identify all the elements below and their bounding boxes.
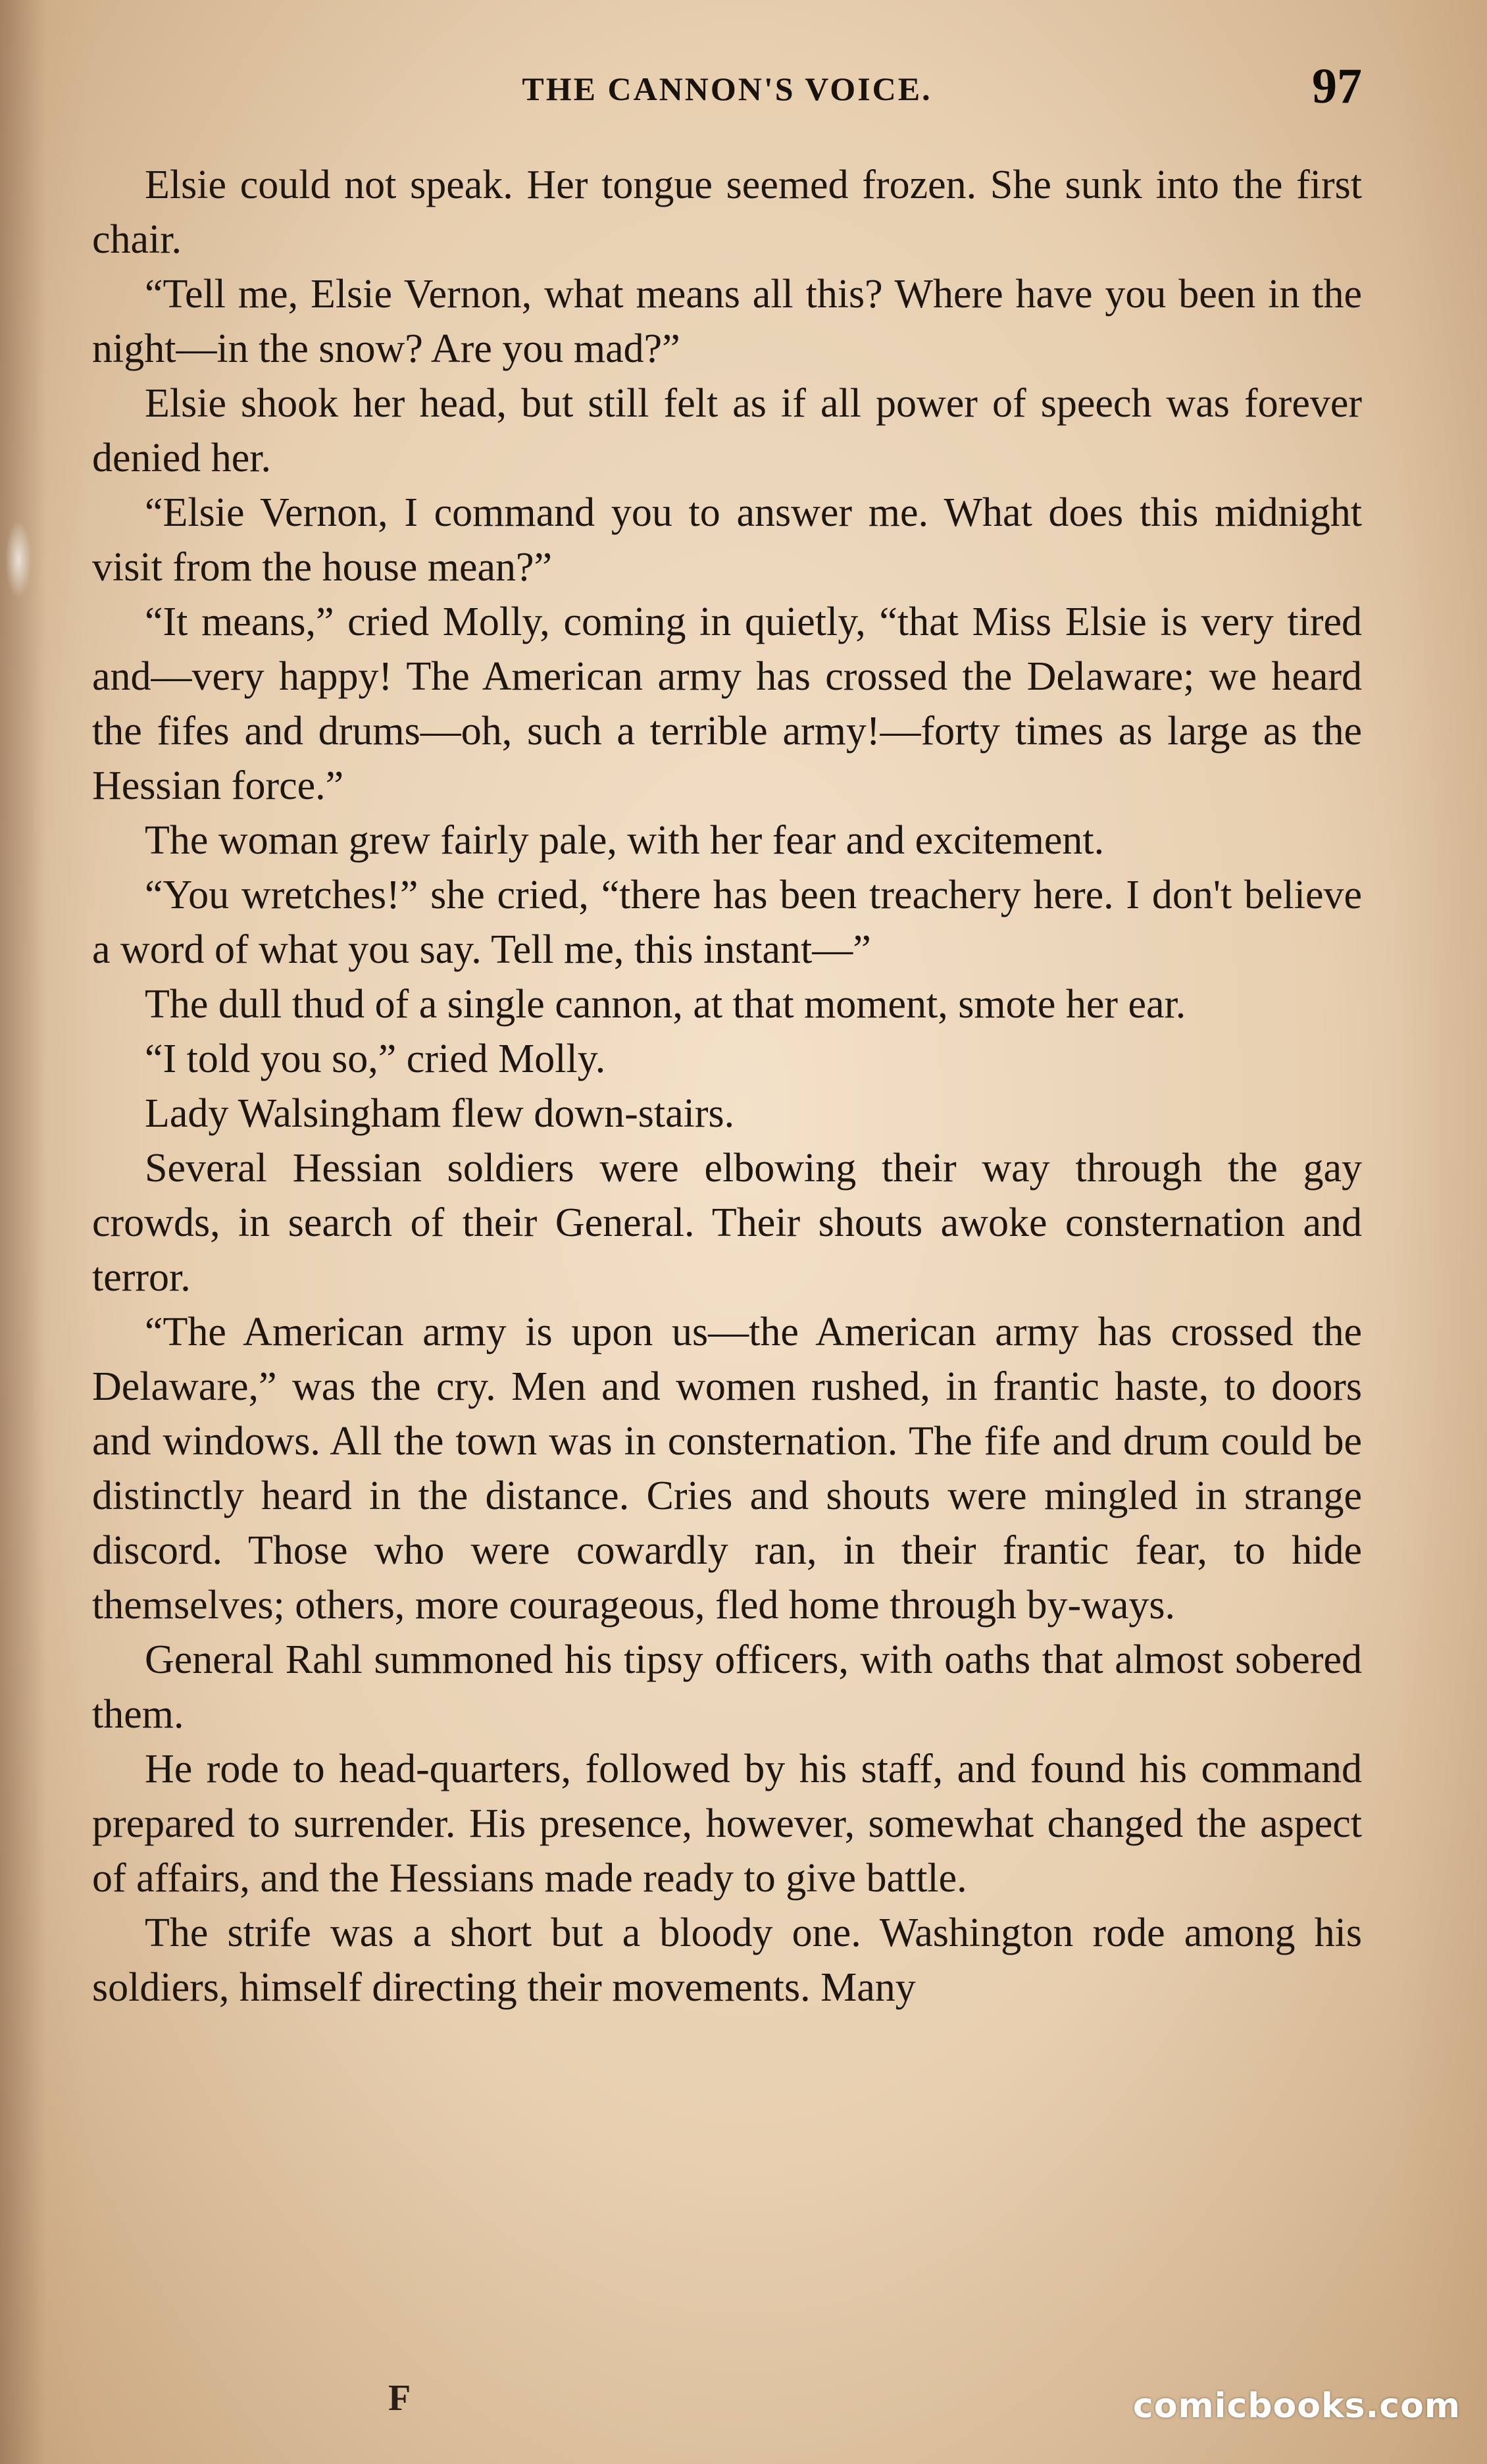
body-text xyxy=(92,158,1362,2015)
margin-smudge xyxy=(5,520,32,599)
paragraph: Lady Walsingham flew down-stairs. xyxy=(145,1091,735,1136)
signature-mark: F xyxy=(388,2378,411,2419)
paragraph: “Tell me, Elsie Vernon, what means all this? Where have you been in the night—in the snow? Are you mad?” xyxy=(92,272,1362,371)
paragraph: Several Hessian soldiers were elbowing their way through the gay crowds, in search of their General. Their shouts awoke consternation and terror. xyxy=(92,1146,1362,1300)
paragraph: “Elsie Vernon, I command you to answer me. What does this midnight visit from the house mean?” xyxy=(92,490,1362,590)
paragraph: “I told you so,” cried Molly. xyxy=(145,1037,606,1081)
paragraph: “The American army is upon us—the American army has crossed the Delaware,” was the cry. Men and women rushed, in frantic haste, to doors and windows. All the town was in consternation. The fife and drum could be distinctly heard in the distance. Cries and shouts were mingled in strange discord. Those who were cowardly ran, in their frantic fear, to hide themselves; others, more courageous, fled home through by-ways. xyxy=(92,1310,1362,1628)
paragraph: The strife was a short but a bloody one. Washington rode among his soldiers, himself directing their movements. Many xyxy=(92,1911,1362,2010)
paragraph: General Rahl summoned his tipsy officers, with oaths that almost sobered them. xyxy=(92,1637,1362,1737)
page-edge-shadow xyxy=(0,0,46,2464)
running-head: THE CANNON'S VOICE. xyxy=(522,70,932,107)
page-header xyxy=(92,58,1362,117)
paragraph: “You wretches!” she cried, “there has been treachery here. I don't believe a word of what you say. Tell me, this instant—” xyxy=(92,873,1362,972)
paragraph: The dull thud of a single cannon, at that moment, smote her ear. xyxy=(145,982,1186,1027)
paragraph: “It means,” cried Molly, coming in quietly, “that Miss Elsie is very tired and—very happy! The American army has crossed the Delaware; we heard the fifes and drums—oh, such a terrible army!—forty times as large as the Hessian force.” xyxy=(92,600,1362,808)
paragraph: He rode to head-quarters, followed by his staff, and found his command prepared to surrender. His presence, however, somewhat changed the aspect of affairs, and the Hessians made ready to give battle. xyxy=(92,1747,1362,1901)
paragraph: The woman grew fairly pale, with her fear and excitement. xyxy=(145,818,1105,863)
page-number: 97 xyxy=(1312,59,1362,114)
paragraph: Elsie could not speak. Her tongue seemed frozen. She sunk into the first chair. xyxy=(92,163,1362,262)
paragraph: Elsie shook her head, but still felt as if all power of speech was forever denied her. xyxy=(92,381,1362,480)
watermark: comicbooks.com xyxy=(1132,2386,1461,2426)
